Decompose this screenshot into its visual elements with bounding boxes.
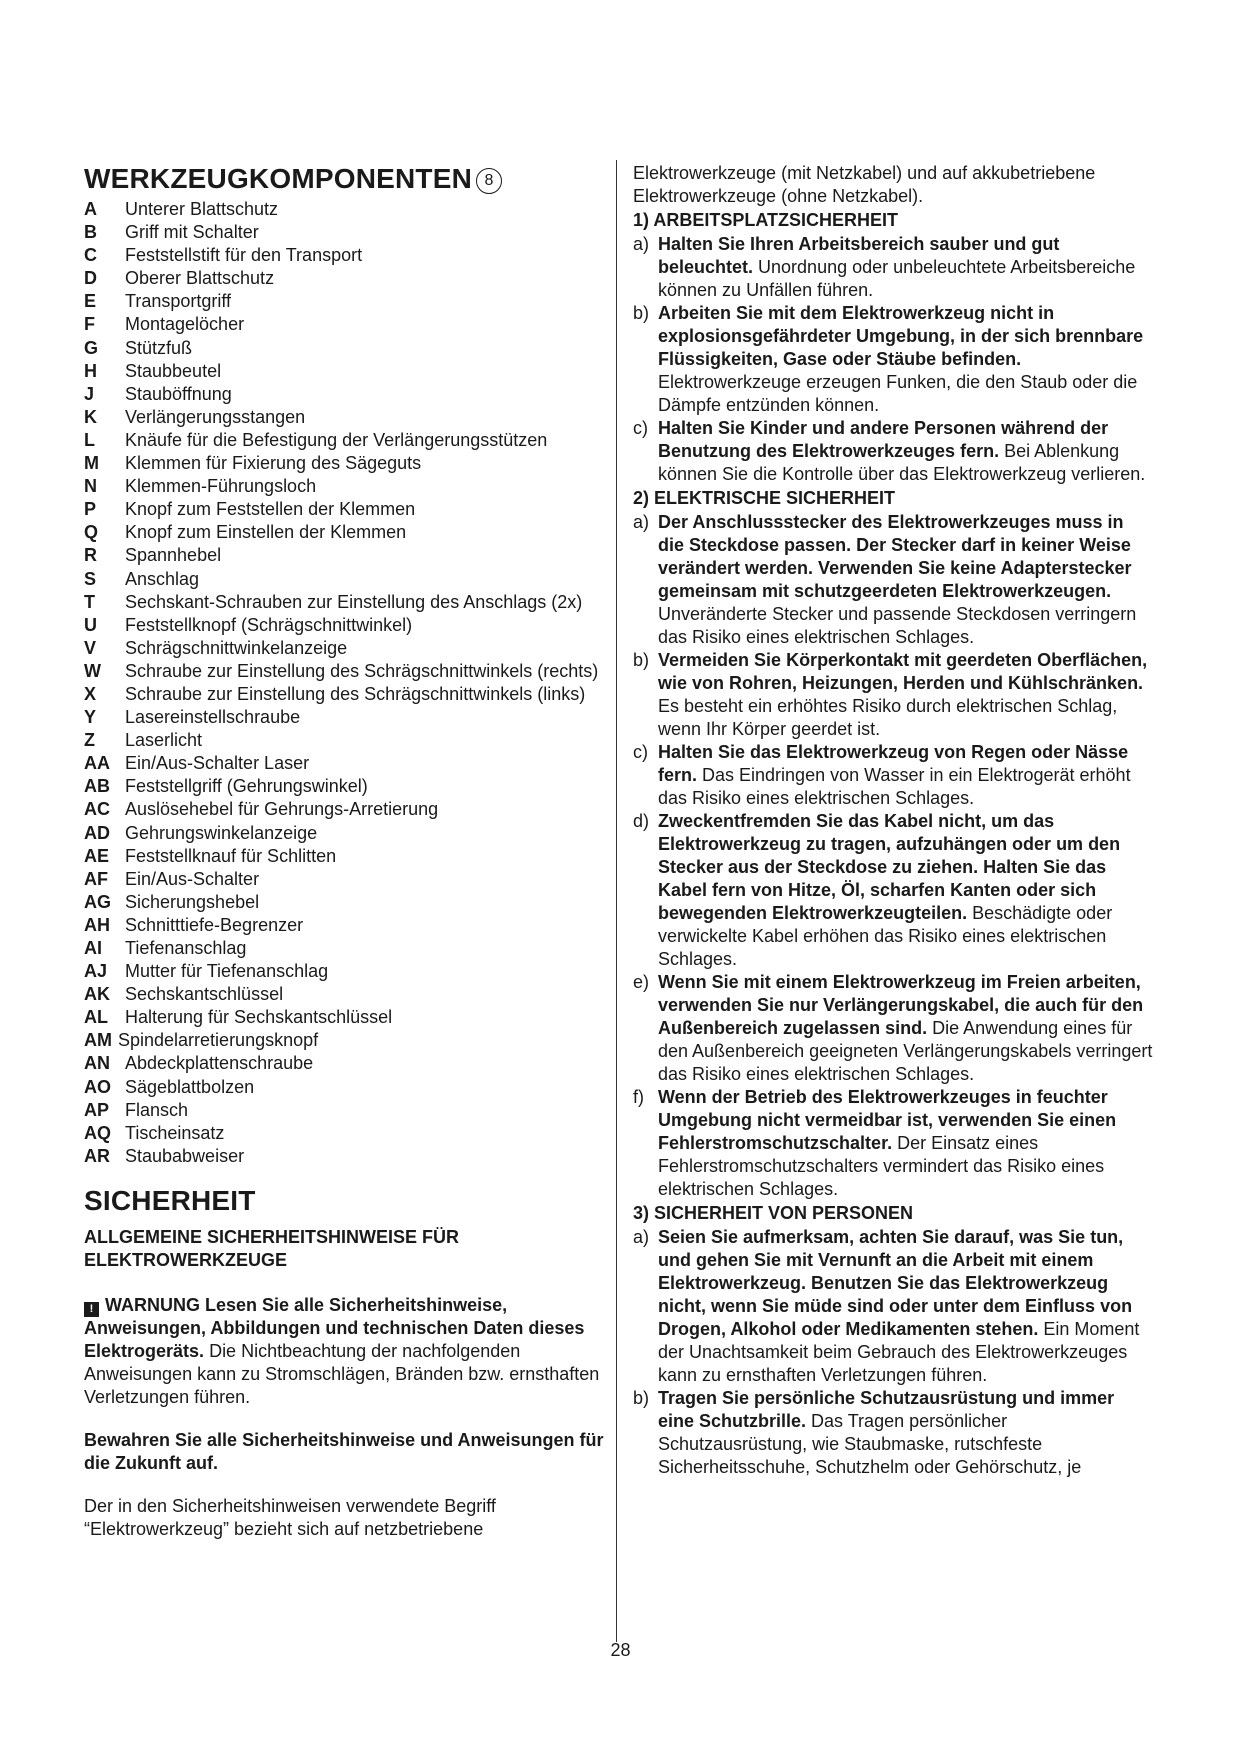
component-letter: X [84,683,97,704]
component-item [84,198,604,221]
component-item [84,383,604,406]
component-text: Klemmen-Führungsloch [125,476,317,497]
component-item [84,1029,604,1052]
rule-text [658,1387,1153,1479]
rule-text [658,233,1153,302]
components-list [84,198,604,1168]
right-column [633,162,1153,1479]
component-item [84,568,604,591]
component-text: Schraube zur Einstellung des Schrägschnittwinkels (rechts) [125,660,599,681]
safety-rule [633,1226,1153,1387]
component-item [84,544,604,567]
component-text: Knopf zum Einstellen der Klemmen [125,522,407,543]
rule-letter: a) [633,512,650,532]
component-text: Schrägschnittwinkelanzeige [125,637,348,658]
component-item [84,406,604,429]
component-item [84,637,604,660]
component-text: Staubabweiser [125,1145,245,1166]
rule-plain-text: Der Einsatz eines Fehlerstromschutzschalters vermindert das Risiko eines elektrischen Schlages. [658,1133,1105,1199]
component-text: Ein/Aus-Schalter Laser [125,753,310,774]
component-letter: AN [84,1053,110,1074]
component-text: Oberer Blattschutz [125,268,275,289]
safety-rule [633,741,1153,810]
component-text: Feststellknauf für Schlitten [125,845,337,866]
component-item [84,290,604,313]
component-letter: R [84,545,97,566]
component-text: Unterer Blattschutz [125,199,279,219]
component-letter: H [84,360,97,381]
component-text: Flansch [125,1099,189,1120]
component-text: Montagelöcher [125,314,245,335]
component-letter: T [84,591,95,612]
component-text: Gehrungswinkelanzeige [125,822,318,843]
component-text: Lasereinstellschraube [125,707,301,728]
rule-letter: b) [633,1388,650,1408]
component-text: Ein/Aus-Schalter [125,868,260,889]
component-text: Abdeckplattenschraube [125,1053,314,1074]
component-text: Tischeinsatz [125,1122,225,1143]
component-letter: G [84,337,99,358]
component-letter: AA [84,753,110,774]
rule-bold-text: Halten Sie das Elektrowerkzeug von Regen oder Nässe fern. [658,742,1129,785]
component-text: Auslösehebel für Gehrungs-Arretierung [125,799,439,820]
component-text: Tiefenanschlag [125,938,247,958]
component-item [84,660,604,683]
component-item [84,521,604,544]
component-item [84,683,604,706]
component-letter: AM [84,1030,112,1051]
rule-text [658,741,1153,810]
component-item [84,960,604,983]
component-item [84,360,604,383]
rule-letter: d) [633,811,650,831]
warning-paragraph: ! WARNUNG Lesen Sie alle Sicherheitshinweise, Anweisungen, Abbildungen und technischen Daten dieses Elektrogeräts. Die Nichtbeachtung der nachfolgenden Anweisungen kann zu Stromschlägen, Bränden bzw. ernsthaften Verletzungen führen. [84,1294,600,1407]
rule-plain-text: Beschädigte oder verwickelte Kabel erhöhen das Risiko eines elektrischen Schlages. [658,903,1113,969]
component-letter: N [84,476,97,497]
component-item [84,1052,604,1075]
component-text: Mutter für Tiefenanschlag [125,961,329,982]
component-item [84,475,604,498]
component-letter: B [84,222,97,243]
component-letter: AQ [84,1122,111,1143]
component-letter: F [84,314,95,335]
rule-plain-text: Ein Moment der Unachtsamkeit beim Gebrauch des Elektrowerkzeuges kann zu ernsthaften Verletzungen führen. [658,1319,1140,1385]
component-letter: L [84,429,95,450]
component-letter: V [84,637,97,658]
safety-rule [633,971,1153,1086]
component-item [84,337,604,360]
rule-text [658,1226,1153,1387]
safety-section-heading: 3) SICHERHEIT VON PERSONEN [633,1203,914,1223]
component-item [84,614,604,637]
safety-rule [633,233,1153,302]
term-paragraph: Der in den Sicherheitshinweisen verwendete Begriff “Elektrowerkzeug” bezieht sich auf netzbetriebene [84,1495,496,1539]
rule-letter: e) [633,972,650,992]
rule-letter: c) [633,418,648,438]
safety-rule [633,810,1153,971]
component-text: Knopf zum Feststellen der Klemmen [125,499,416,520]
component-item [84,1006,604,1029]
component-letter: Z [84,730,95,751]
component-letter: C [84,245,97,266]
component-text: Sechskantschlüssel [125,984,284,1005]
component-letter: K [84,406,97,427]
component-item [84,798,604,821]
safety-rule [633,649,1153,741]
component-letter: M [84,453,99,474]
component-item [84,752,604,775]
component-item [84,845,604,868]
component-item [84,937,604,960]
component-letter: AL [84,1007,108,1028]
component-text: Feststellknopf (Schrägschnittwinkel) [125,614,413,635]
rule-plain-text: Das Tragen persönlicher Schutzausrüstung, wie Staubmaske, rutschfeste Sicherheitsschuhe, Schutzhelm oder Gehörschutz, je [658,1411,1082,1477]
component-item [84,1076,604,1099]
component-letter: D [84,268,97,289]
rule-letter: b) [633,650,650,670]
safety-section-heading: 1) ARBEITSPLATZSICHERHEIT [633,210,899,230]
rule-plain-text: Unveränderte Stecker und passende Steckdosen verringern das Risiko eines elektrischen Schlages. [658,604,1137,647]
component-text: Laserlicht [125,730,203,751]
component-text: Spindelarretierungsknopf [118,1030,319,1051]
safety-subheading: ALLGEMEINE SICHERHEITSHINWEISE FÜR ELEKTROWERKZEUGE [84,1226,460,1270]
safety-rule [633,417,1153,486]
component-letter: J [84,383,95,404]
component-letter: AK [84,984,110,1005]
safety-rule [633,302,1153,417]
component-text: Anschlag [125,568,200,589]
component-text: Sicherungshebel [125,891,260,912]
left-column [84,162,604,1541]
component-item [84,452,604,475]
rule-plain-text: Bei Ablenkung können Sie die Kontrolle über das Elektrowerkzeug verlieren. [658,441,1146,484]
keep-instructions-paragraph: Bewahren Sie alle Sicherheitshinweise und Anweisungen für die Zukunft auf. [84,1429,604,1473]
component-letter: AI [84,938,102,958]
rule-bold-text: Wenn der Betrieb des Elektrowerkzeuges in feuchter Umgebung nicht vermeidbar ist, verwenden Sie einen Fehlerstromschutzschalter. [658,1087,1117,1153]
rule-letter: b) [633,303,650,323]
rule-text [658,1086,1153,1201]
component-letter: W [84,660,101,681]
component-item [84,429,604,452]
rule-text [658,511,1153,649]
component-item [84,1099,604,1122]
rule-plain-text: Unordnung oder unbeleuchtete Arbeitsbereiche können zu Unfällen führen. [658,257,1136,300]
rule-bold-text: Wenn Sie mit einem Elektrowerkzeug im Freien arbeiten, verwenden Sie nur Verlängerungskabel, die auch für den Außenbereich zugelassen sind. [658,972,1144,1038]
component-letter: AR [84,1145,110,1166]
term-paragraph-continued: Elektrowerkzeuge (mit Netzkabel) und auf akkubetriebene Elektrowerkzeuge (ohne Netzkabel). [633,163,1096,206]
components-heading: WERKZEUGKOMPONENTEN 8 [84,162,604,196]
component-text: Griff mit Schalter [125,222,259,243]
rule-text [658,417,1153,486]
rule-bold-text: Seien Sie aufmerksam, achten Sie darauf, was Sie tun, und gehen Sie mit Vernunft an die Arbeit mit einem Elektrowerkzeug. Benutzen Sie das Elektrowerkzeug nicht, wenn Sie müde sind oder unter dem Einfluss von Drogen, Alkohol oder Medikamenten stehen. [658,1227,1133,1339]
rule-plain-text: Die Anwendung eines für den Außenbereich geeigneten Verlängerungskabels verringert das Risiko eines elektrischen Schlages. [658,1018,1153,1084]
component-letter: Q [84,522,99,543]
figure-ref-badge: 8 [476,168,502,194]
component-letter: AC [84,799,110,820]
rule-text [658,810,1153,971]
rule-text [658,971,1153,1086]
rule-bold-text: Zweckentfremden Sie das Kabel nicht, um das Elektrowerkzeug zu tragen, aufzuhängen oder um den Stecker aus der Steckdose zu ziehen. Halten Sie das Kabel fern von Hitze, Öl, scharfen Kanten oder sich bewegenden Elektrowerkzeugteilen. [658,811,1121,923]
rule-bold-text: Tragen Sie persönliche Schutzausrüstung und immer eine Schutzbrille. [658,1388,1115,1431]
component-item [84,729,604,752]
component-text: Schnitttiefe-Begrenzer [125,914,304,935]
rule-plain-text: Elektrowerkzeuge erzeugen Funken, die den Staub oder die Dämpfe entzünden können. [658,372,1138,415]
component-item [84,775,604,798]
component-letter: AF [84,868,108,889]
component-item [84,1145,604,1168]
column-divider [616,160,617,1642]
component-letter: AJ [84,961,108,982]
rule-text [658,649,1153,741]
component-letter: AB [84,776,110,797]
component-letter: A [84,199,97,219]
component-text: Spannhebel [125,545,222,566]
rule-bold-text: Halten Sie Ihren Arbeitsbereich sauber und gut beleuchtet. [658,234,1060,277]
safety-section-heading: 2) ELEKTRISCHE SICHERHEIT [633,488,896,508]
component-text: Halterung für Sechskantschlüssel [125,1007,393,1028]
safety-rule [633,1387,1153,1479]
safety-rules [633,209,1153,1479]
rule-letter: a) [633,1227,650,1247]
rule-letter: c) [633,742,648,762]
page-number: 28 [610,1640,631,1660]
rule-plain-text: Das Eindringen von Wasser in ein Elektrogerät erhöht das Risiko eines elektrischen Schlages. [658,765,1131,808]
component-text: Stützfuß [125,337,193,358]
component-text: Staubbeutel [125,360,222,381]
component-text: Feststellgriff (Gehrungswinkel) [125,776,368,797]
component-item [84,591,604,614]
component-letter: P [84,499,97,520]
safety-rule [633,511,1153,649]
component-letter: U [84,614,97,635]
component-letter: AD [84,822,110,843]
component-letter: AO [84,1076,111,1097]
component-item [84,868,604,891]
warning-triangle-icon: ! [84,1302,99,1317]
component-item [84,891,604,914]
component-item [84,914,604,937]
component-text: Sägeblattbolzen [125,1076,255,1097]
component-item [84,1122,604,1145]
component-text: Knäufe für die Befestigung der Verlängerungsstützen [125,429,548,450]
component-text: Transportgriff [125,291,232,312]
component-letter: Y [84,707,97,728]
component-item [84,221,604,244]
component-text: Klemmen für Fixierung des Sägeguts [125,453,422,474]
component-letter: AP [84,1099,110,1120]
rule-text [658,302,1153,417]
component-letter: E [84,291,97,312]
component-letter: S [84,568,97,589]
rule-plain-text: Es besteht ein erhöhtes Risiko durch elektrischen Schlag, wenn Ihr Körper geerdet ist. [658,696,1118,739]
component-item [84,244,604,267]
component-item [84,822,604,845]
component-letter: AE [84,845,110,866]
rule-letter: f) [633,1087,644,1107]
rule-bold-text: Der Anschlussstecker des Elektrowerkzeuges muss in die Steckdose passen. Der Stecker darf in keiner Weise verändert werden. Verwenden Sie keine Adapterstecker gemeinsam mit schutzgeerdeten Elektrowerkzeugen. [658,512,1132,601]
component-text: Verlängerungsstangen [125,406,306,427]
rule-bold-text: Halten Sie Kinder und andere Personen während der Benutzung des Elektrowerkzeuges fern. [658,418,1109,461]
component-item [84,267,604,290]
component-text: Sechskant-Schrauben zur Einstellung des Anschlags (2x) [125,591,583,612]
component-text: Feststellstift für den Transport [125,245,363,266]
rule-letter: a) [633,234,650,254]
component-item [84,983,604,1006]
safety-rule [633,1086,1153,1201]
rule-bold-text: Arbeiten Sie mit dem Elektrowerkzeug nicht in explosionsgefährdeter Umgebung, in der sich brennbare Flüssigkeiten, Gase oder Stäube befinden. [658,303,1144,369]
component-text: Schraube zur Einstellung des Schrägschnittwinkels (links) [125,683,586,704]
component-letter: AG [84,891,111,912]
component-text: Stauböffnung [125,383,232,404]
component-item [84,498,604,521]
component-item [84,313,604,336]
component-item [84,706,604,729]
safety-heading: SICHERHEIT [84,1184,256,1216]
rule-bold-text: Vermeiden Sie Körperkontakt mit geerdeten Oberflächen, wie von Rohren, Heizungen, Herden und Kühlschränken. [658,650,1148,693]
component-letter: AH [84,914,110,935]
